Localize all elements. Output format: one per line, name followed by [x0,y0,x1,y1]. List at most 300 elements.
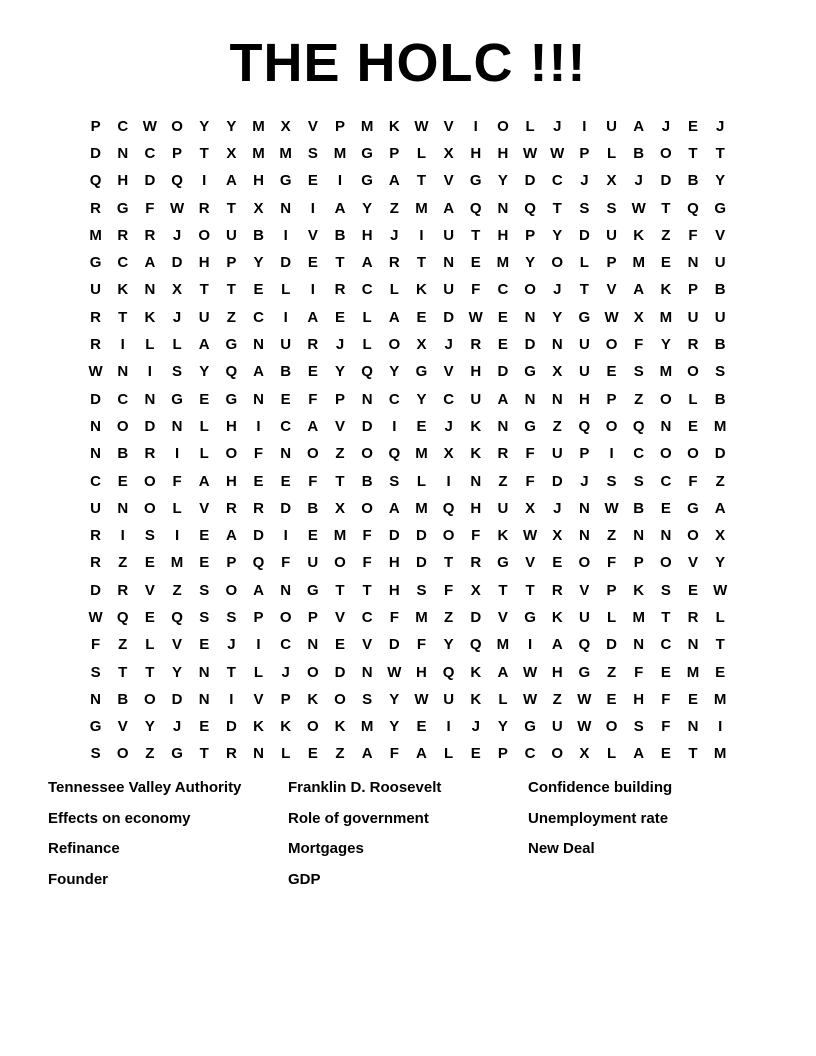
grid-letter[interactable]: L [579,254,589,272]
grid-letter[interactable]: G [89,718,102,736]
grid-letter[interactable]: E [199,527,210,545]
grid-letter[interactable]: N [687,718,699,736]
grid-letter[interactable]: H [470,363,482,381]
grid-letter[interactable]: L [281,745,291,763]
grid-letter[interactable]: Q [687,199,699,217]
grid-letter[interactable]: Q [578,636,591,654]
grid-letter[interactable]: L [199,417,209,435]
grid-letter[interactable]: Q [89,172,102,190]
grid-letter[interactable]: K [470,417,482,435]
grid-letter[interactable]: Y [362,199,373,217]
grid-letter[interactable]: F [308,472,318,490]
grid-letter[interactable]: V [253,690,264,708]
grid-letter[interactable]: M [415,445,428,463]
grid-letter[interactable]: G [524,718,536,736]
grid-letter[interactable]: Z [498,472,508,490]
grid-letter[interactable]: O [524,281,536,299]
grid-letter[interactable]: U [90,281,101,299]
grid-letter[interactable]: U [280,336,292,354]
grid-letter[interactable]: C [117,117,129,135]
grid-letter[interactable]: S [199,581,210,599]
grid-letter[interactable]: E [307,172,318,190]
grid-letter[interactable]: K [280,718,292,736]
grid-letter[interactable]: M [415,608,428,626]
grid-letter[interactable]: F [525,445,535,463]
grid-letter[interactable]: T [579,281,589,299]
grid-letter[interactable]: M [659,308,673,326]
grid-letter[interactable]: N [361,390,373,408]
grid-letter[interactable]: T [688,144,698,162]
grid-letter[interactable]: J [634,172,643,190]
grid-letter[interactable]: W [577,718,592,736]
grid-letter[interactable]: J [661,117,671,135]
grid-letter[interactable]: D [578,226,590,244]
grid-letter[interactable]: Y [497,718,508,736]
grid-letter[interactable]: M [713,745,727,763]
grid-letter[interactable]: S [389,472,400,490]
grid-letter[interactable]: A [388,308,400,326]
grid-letter[interactable]: D [524,172,536,190]
grid-letter[interactable]: O [660,554,672,572]
grid-letter[interactable]: A [497,663,509,681]
grid-letter[interactable]: W [88,608,103,626]
grid-letter[interactable]: H [198,254,210,272]
grid-letter[interactable]: G [524,363,536,381]
grid-letter[interactable]: V [362,636,373,654]
grid-letter[interactable]: D [416,527,427,545]
grid-letter[interactable]: F [172,472,182,490]
grid-letter[interactable]: J [471,718,480,736]
grid-letter[interactable]: M [659,363,673,381]
grid-letter[interactable]: G [171,390,183,408]
grid-letter[interactable]: I [310,281,315,299]
grid-letter[interactable]: E [470,745,481,763]
grid-letter[interactable]: T [226,663,236,681]
grid-letter[interactable]: W [88,363,103,381]
grid-letter[interactable]: I [256,417,261,435]
grid-letter[interactable]: C [361,281,373,299]
grid-letter[interactable]: J [444,417,453,435]
grid-letter[interactable]: E [688,581,699,599]
grid-letter[interactable]: O [144,472,156,490]
grid-letter[interactable]: A [253,363,264,381]
grid-letter[interactable]: A [497,390,509,408]
grid-letter[interactable]: Z [634,390,644,408]
grid-letter[interactable]: S [606,472,617,490]
grid-letter[interactable]: L [525,117,535,135]
grid-letter[interactable]: F [661,718,671,736]
grid-letter[interactable]: K [551,608,563,626]
grid-letter[interactable]: K [497,527,509,545]
grid-letter[interactable]: I [147,363,152,381]
grid-letter[interactable]: M [686,663,700,681]
grid-letter[interactable]: F [145,199,155,217]
grid-letter[interactable]: B [334,226,346,244]
grid-letter[interactable]: J [716,117,725,135]
grid-letter[interactable]: A [388,172,400,190]
grid-letter[interactable]: M [496,254,510,272]
grid-letter[interactable]: T [471,226,481,244]
grid-letter[interactable]: X [226,144,237,162]
grid-letter[interactable]: S [715,363,726,381]
grid-letter[interactable]: R [90,554,101,572]
grid-letter[interactable]: A [225,172,237,190]
grid-letter[interactable]: P [525,226,536,244]
grid-letter[interactable]: I [419,226,424,244]
grid-letter[interactable]: N [90,417,101,435]
grid-letter[interactable]: P [633,554,644,572]
grid-letter[interactable]: F [416,636,427,654]
grid-letter[interactable]: L [606,745,617,763]
grid-letter[interactable]: D [714,445,726,463]
grid-letter[interactable]: K [633,226,645,244]
grid-letter[interactable]: Y [525,254,536,272]
grid-letter[interactable]: E [199,718,210,736]
grid-letter[interactable]: R [497,445,509,463]
grid-letter[interactable]: U [714,254,726,272]
grid-letter[interactable]: K [416,281,427,299]
grid-letter[interactable]: W [468,308,483,326]
grid-letter[interactable]: Y [199,117,210,135]
grid-letter[interactable]: F [389,745,399,763]
grid-letter[interactable]: Q [442,663,455,681]
grid-letter[interactable]: Z [118,636,128,654]
grid-letter[interactable]: P [606,390,617,408]
grid-letter[interactable]: D [280,499,292,517]
grid-letter[interactable]: G [225,390,238,408]
grid-letter[interactable]: O [144,690,156,708]
grid-letter[interactable]: N [551,336,563,354]
grid-letter[interactable]: X [416,336,427,354]
grid-letter[interactable]: U [687,308,699,326]
grid-letter[interactable]: Z [172,581,182,599]
grid-letter[interactable]: B [253,226,264,244]
grid-letter[interactable]: R [551,581,563,599]
grid-letter[interactable]: X [552,527,563,545]
grid-letter[interactable]: V [117,718,128,736]
grid-letter[interactable]: E [606,363,617,381]
grid-letter[interactable]: I [283,226,288,244]
grid-letter[interactable]: K [660,281,672,299]
grid-letter[interactable]: P [606,581,617,599]
grid-letter[interactable]: R [144,445,156,463]
grid-letter[interactable]: S [144,527,155,545]
grid-letter[interactable]: T [661,199,671,217]
grid-letter[interactable]: I [229,690,234,708]
grid-letter[interactable]: V [579,581,590,599]
grid-letter[interactable]: Y [389,718,400,736]
grid-letter[interactable]: X [172,281,183,299]
grid-letter[interactable]: G [524,608,536,626]
grid-letter[interactable]: T [118,663,128,681]
grid-letter[interactable]: B [117,445,129,463]
grid-letter[interactable]: A [551,636,563,654]
grid-letter[interactable]: Q [361,363,373,381]
grid-letter[interactable]: X [334,499,345,517]
grid-letter[interactable]: V [334,417,345,435]
grid-letter[interactable]: Y [334,363,345,381]
grid-letter[interactable]: Z [335,745,345,763]
grid-letter[interactable]: D [90,390,101,408]
grid-letter[interactable]: Y [226,117,237,135]
grid-letter[interactable]: T [226,281,236,299]
grid-letter[interactable]: G [171,745,183,763]
grid-letter[interactable]: W [414,117,429,135]
grid-letter[interactable]: V [172,636,183,654]
grid-letter[interactable]: B [633,499,645,517]
grid-letter[interactable]: M [415,499,428,517]
grid-letter[interactable]: R [225,499,237,517]
grid-letter[interactable]: E [334,636,345,654]
grid-letter[interactable]: E [199,390,210,408]
grid-letter[interactable]: J [553,117,562,135]
grid-letter[interactable]: X [280,117,291,135]
grid-letter[interactable]: A [198,472,210,490]
grid-letter[interactable]: E [416,308,427,326]
grid-letter[interactable]: O [660,144,672,162]
grid-letter[interactable]: S [226,608,237,626]
grid-letter[interactable]: J [553,499,562,517]
grid-letter[interactable]: P [688,281,699,299]
grid-letter[interactable]: I [310,199,315,217]
grid-letter[interactable]: L [416,144,427,162]
grid-letter[interactable]: Q [252,554,265,572]
grid-letter[interactable]: A [144,254,156,272]
grid-letter[interactable]: D [334,663,346,681]
grid-letter[interactable]: W [631,199,646,217]
grid-letter[interactable]: C [117,254,129,272]
grid-letter[interactable]: C [388,390,400,408]
grid-letter[interactable]: H [225,417,237,435]
grid-letter[interactable]: N [578,527,590,545]
grid-letter[interactable]: O [605,718,618,736]
grid-letter[interactable]: F [634,663,644,681]
grid-letter[interactable]: E [253,472,264,490]
grid-letter[interactable]: R [470,554,482,572]
grid-letter[interactable]: N [90,445,101,463]
grid-letter[interactable]: S [172,363,183,381]
grid-letter[interactable]: Q [632,417,645,435]
grid-letter[interactable]: Q [578,417,591,435]
grid-letter[interactable]: N [117,499,129,517]
grid-letter[interactable]: O [334,554,346,572]
grid-letter[interactable]: D [551,472,563,490]
grid-letter[interactable]: B [307,499,319,517]
grid-letter[interactable]: O [306,445,319,463]
grid-letter[interactable]: G [306,581,319,599]
grid-letter[interactable]: O [687,363,699,381]
grid-letter[interactable]: C [144,144,156,162]
grid-letter[interactable]: W [550,144,565,162]
grid-letter[interactable]: J [172,718,182,736]
grid-letter[interactable]: X [552,363,563,381]
grid-letter[interactable]: I [527,636,533,654]
grid-letter[interactable]: N [687,636,699,654]
grid-letter[interactable]: T [118,308,128,326]
grid-letter[interactable]: D [144,172,156,190]
grid-letter[interactable]: H [416,663,427,681]
grid-letter[interactable]: A [307,308,319,326]
grid-letter[interactable]: W [522,663,538,681]
grid-letter[interactable]: T [715,636,725,654]
grid-letter[interactable]: O [687,445,699,463]
grid-letter[interactable]: D [524,336,536,354]
grid-letter[interactable]: O [225,445,238,463]
grid-letter[interactable]: I [283,308,288,326]
grid-letter[interactable]: U [578,336,590,354]
grid-letter[interactable]: U [90,499,101,517]
grid-letter[interactable]: Y [497,172,508,190]
grid-letter[interactable]: U [578,608,590,626]
grid-letter[interactable]: Y [172,663,183,681]
grid-letter[interactable]: C [443,390,455,408]
grid-letter[interactable]: L [145,636,155,654]
grid-letter[interactable]: Y [144,718,155,736]
grid-letter[interactable]: R [198,199,210,217]
grid-letter[interactable]: N [361,663,373,681]
grid-letter[interactable]: O [361,445,373,463]
grid-letter[interactable]: E [660,745,671,763]
grid-letter[interactable]: T [362,581,372,599]
grid-letter[interactable]: G [225,336,238,354]
grid-letter[interactable]: Y [715,172,726,190]
grid-letter[interactable]: N [633,527,645,545]
grid-letter[interactable]: K [470,663,482,681]
grid-letter[interactable]: H [470,499,482,517]
grid-letter[interactable]: E [416,417,427,435]
grid-letter[interactable]: N [198,690,210,708]
grid-letter[interactable]: E [688,417,699,435]
grid-letter[interactable]: P [253,608,264,626]
grid-letter[interactable]: V [144,581,155,599]
grid-letter[interactable]: I [283,527,288,545]
grid-letter[interactable]: R [687,608,699,626]
grid-letter[interactable]: M [333,527,347,545]
grid-letter[interactable]: Q [171,172,183,190]
grid-letter[interactable]: T [335,254,345,272]
grid-letter[interactable]: N [443,254,455,272]
grid-letter[interactable]: X [579,745,590,763]
grid-letter[interactable]: K [388,117,400,135]
grid-letter[interactable]: G [116,199,129,217]
grid-letter[interactable]: E [307,254,318,272]
grid-letter[interactable]: I [337,172,343,190]
grid-letter[interactable]: N [280,445,292,463]
grid-letter[interactable]: M [170,554,184,572]
grid-letter[interactable]: G [89,254,102,272]
grid-letter[interactable]: E [253,281,264,299]
grid-letter[interactable]: U [443,690,455,708]
grid-letter[interactable]: V [199,499,210,517]
grid-letter[interactable]: K [470,690,482,708]
grid-letter[interactable]: E [117,472,128,490]
grid-letter[interactable]: P [226,254,237,272]
grid-letter[interactable]: U [198,308,210,326]
grid-letter[interactable]: P [334,390,345,408]
grid-letter[interactable]: X [606,172,617,190]
grid-letter[interactable]: L [715,608,725,626]
grid-letter[interactable]: V [443,117,454,135]
grid-letter[interactable]: B [687,172,699,190]
grid-letter[interactable]: T [715,144,725,162]
grid-letter[interactable]: W [522,690,538,708]
grid-letter[interactable]: F [661,690,671,708]
grid-letter[interactable]: K [307,690,319,708]
grid-letter[interactable]: E [307,363,318,381]
grid-letter[interactable]: N [497,199,509,217]
grid-letter[interactable]: E [660,663,671,681]
grid-letter[interactable]: J [444,336,453,354]
grid-letter[interactable]: R [307,336,319,354]
grid-letter[interactable]: J [172,308,182,326]
grid-letter[interactable]: B [714,281,726,299]
grid-letter[interactable]: X [443,144,454,162]
grid-letter[interactable]: E [660,254,671,272]
grid-letter[interactable]: L [172,336,182,354]
grid-letter[interactable]: K [253,718,264,736]
grid-letter[interactable]: N [117,144,129,162]
grid-letter[interactable]: Z [444,608,454,626]
grid-letter[interactable]: E [497,308,508,326]
grid-letter[interactable]: I [473,117,478,135]
grid-letter[interactable]: E [334,308,345,326]
grid-letter[interactable]: L [145,336,155,354]
grid-letter[interactable]: A [714,499,726,517]
grid-letter[interactable]: P [226,554,237,572]
grid-letter[interactable]: X [253,199,264,217]
grid-letter[interactable]: F [90,636,101,654]
grid-letter[interactable]: W [142,117,157,135]
grid-letter[interactable]: Z [606,527,617,545]
grid-letter[interactable]: T [444,554,454,572]
grid-letter[interactable]: Y [552,308,563,326]
grid-letter[interactable]: F [362,527,372,545]
grid-letter[interactable]: N [144,390,156,408]
grid-letter[interactable]: Y [199,363,210,381]
grid-letter[interactable]: T [145,663,155,681]
grid-letter[interactable]: D [225,718,237,736]
grid-letter[interactable]: E [199,636,210,654]
grid-letter[interactable]: H [388,554,400,572]
grid-letter[interactable]: C [280,417,292,435]
grid-letter[interactable]: F [281,554,291,572]
grid-letter[interactable]: N [524,308,536,326]
grid-letter[interactable]: S [416,581,427,599]
grid-letter[interactable]: H [253,172,264,190]
grid-letter[interactable]: Q [225,363,238,381]
grid-letter[interactable]: T [416,254,427,272]
grid-letter[interactable]: D [660,172,672,190]
grid-letter[interactable]: C [551,172,563,190]
grid-letter[interactable]: D [253,527,264,545]
grid-letter[interactable]: R [90,527,101,545]
grid-letter[interactable]: L [253,663,264,681]
grid-letter[interactable]: Z [661,226,671,244]
grid-letter[interactable]: T [525,581,535,599]
grid-letter[interactable]: D [90,581,101,599]
grid-letter[interactable]: Z [118,554,128,572]
grid-letter[interactable]: E [715,663,726,681]
grid-letter[interactable]: U [606,226,617,244]
grid-letter[interactable]: V [715,226,726,244]
grid-letter[interactable]: S [90,663,101,681]
grid-letter[interactable]: O [171,117,183,135]
grid-letter[interactable]: V [688,554,699,572]
grid-letter[interactable]: Z [552,690,562,708]
grid-letter[interactable]: A [633,281,645,299]
grid-letter[interactable]: B [361,472,373,490]
grid-letter[interactable]: A [416,745,427,763]
